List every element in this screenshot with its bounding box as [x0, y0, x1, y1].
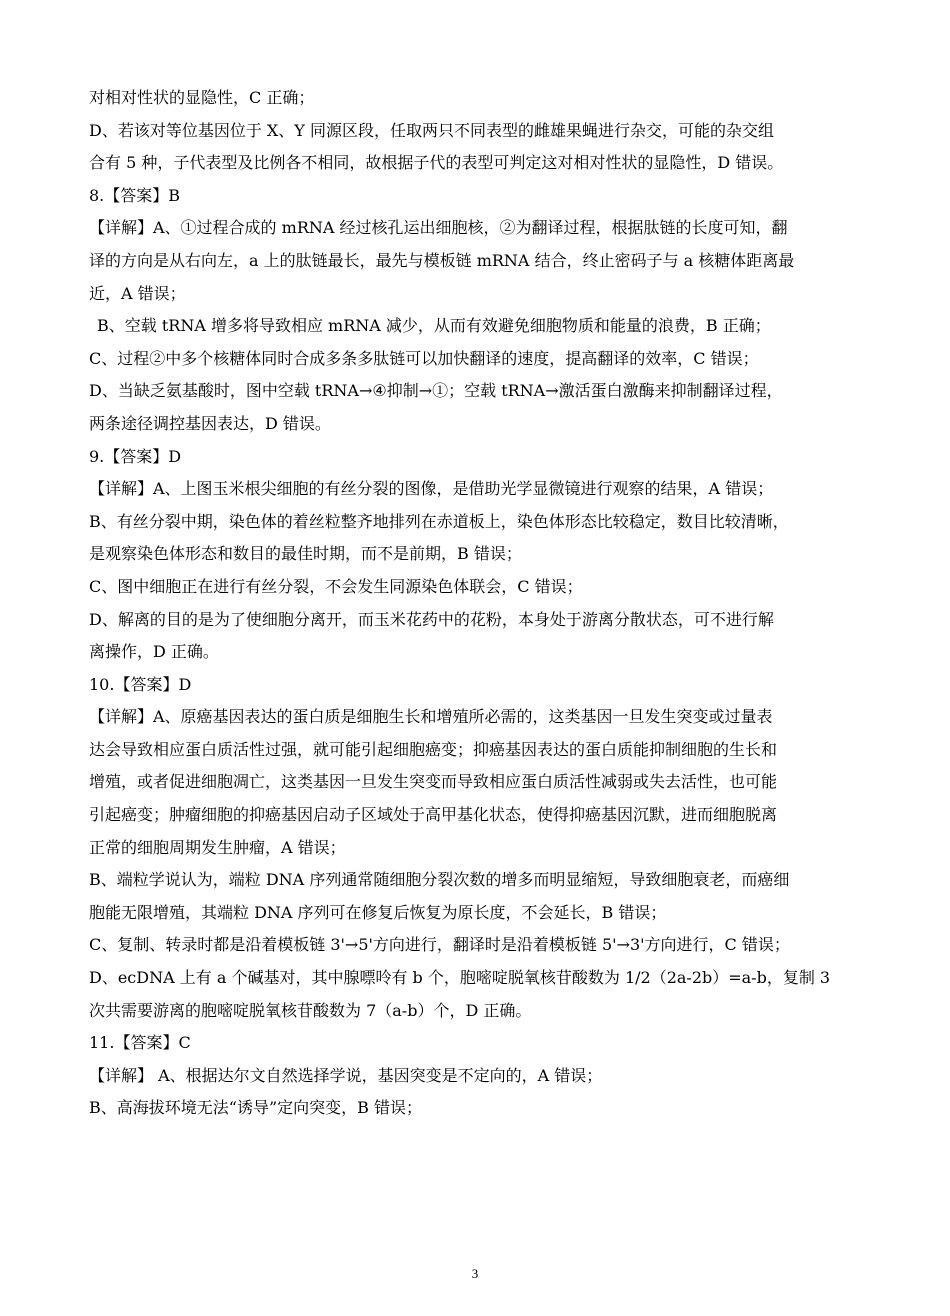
answer-heading: 8.【答案】B — [89, 185, 181, 205]
text-line: 译的方向是从右向左，a 上的肽链最长，最先与模板链 mRNA 结合，终止密码子与 a 核糖体距离最 — [89, 250, 795, 270]
text-line: D、ecDNA 上有 a 个碱基对，其中腺嘌呤有 b 个，胞嘧啶脱氧核苷酸数为 1/2（2a-2b）=a-b，复制 3 — [89, 968, 831, 988]
text-line: 引起癌变；肿瘤细胞的抑癌基因启动子区域处于高甲基化状态，使得抑癌基因沉默，进而细胞脱离 — [89, 805, 778, 825]
text-line: B、有丝分裂中期，染色体的着丝粒整齐地排列在赤道板上，染色体形态比较稳定，数目比较清晰， — [89, 511, 789, 531]
text-line: B、高海拔环境无法“诱导”定向突变，B 错误； — [89, 1098, 422, 1118]
text-line: C、图中细胞正在进行有丝分裂，不会发生同源染色体联会，C 错误； — [89, 576, 583, 596]
text-line: C、复制、转录时都是沿着模板链 3'→5'方向进行，翻译时是沿着模板链 5'→3'方向进行，C 错误； — [89, 935, 790, 955]
answer-heading: 10.【答案】D — [89, 674, 192, 694]
text-line: 【详解】A、上图玉米根尖细胞的有丝分裂的图像，是借助光学显微镜进行观察的结果，A 错误； — [89, 479, 774, 499]
text-line: B、空载 tRNA 增多将导致相应 mRNA 减少，从而有效避免细胞物质和能量的浪费，B 正确； — [97, 316, 771, 336]
page-number: 3 — [471, 1266, 479, 1281]
text-line: D、若该对等位基因位于 X、Y 同源区段，任取两只不同表型的雌雄果蝇进行杂交，可能的杂交组 — [89, 120, 774, 140]
text-line: 胞能无限增殖，其端粒 DNA 序列可在修复后恢复为原长度，不会延长，B 错误； — [89, 902, 667, 922]
text-line: 【详解】A、原癌基因表达的蛋白质是细胞生长和增殖所必需的，这类基因一旦发生突变或过量表 — [89, 707, 773, 727]
answer-heading: 9.【答案】D — [89, 446, 182, 466]
text-line: 是观察染色体形态和数目的最佳时期，而不是前期，B 错误； — [89, 544, 522, 564]
text-line: D、当缺乏氨基酸时，图中空载 tRNA→④抑制→①；空载 tRNA→激活蛋白激酶来抑制翻译过程， — [89, 381, 783, 401]
text-line: 次共需要游离的胞嘧啶脱氧核苷酸数为 7（a-b）个，D 正确。 — [89, 1000, 532, 1020]
text-line: C、过程②中多个核糖体同时合成多条多肽链可以加快翻译的速度，提高翻译的效率，C 错误； — [89, 348, 759, 368]
text-line: 合有 5 种，子代表型及比例各不相同，故根据子代的表型可判定这对相对性状的显隐性，D 错误。 — [89, 153, 784, 173]
text-line: B、端粒学说认为，端粒 DNA 序列通常随细胞分裂次数的增多而明显缩短，导致细胞衰老，而癌细 — [89, 870, 790, 890]
text-line: 【详解】A、①过程合成的 mRNA 经过核孔运出细胞核，②为翻译过程，根据肽链的长度可知，翻 — [89, 218, 788, 238]
text-line: 两条途径调控基因表达，D 错误。 — [89, 413, 331, 433]
text-line: D、解离的目的是为了使细胞分离开，而玉米花药中的花粉，本身处于游离分散状态，可不进行解 — [89, 609, 774, 629]
answer-heading: 11.【答案】C — [89, 1033, 191, 1053]
text-line: 离操作，D 正确。 — [89, 642, 219, 662]
text-line: 近，A 错误； — [89, 283, 186, 303]
document-body — [89, 82, 865, 1125]
text-line: 对相对性状的显隐性，C 正确； — [89, 88, 315, 107]
text-line: 达会导致相应蛋白质活性过强，就可能引起细胞癌变；抑癌基因表达的蛋白质能抑制细胞的生长和 — [89, 739, 778, 759]
text-line: 正常的细胞周期发生肿瘤，A 错误； — [89, 837, 346, 857]
text-line: 【详解】 A、根据达尔文自然选择学说，基因突变是不定向的，A 错误； — [89, 1065, 603, 1085]
text-line: 增殖，或者促进细胞凋亡，这类基因一旦发生突变而导致相应蛋白质活性减弱或失去活性，也可能 — [89, 772, 778, 792]
